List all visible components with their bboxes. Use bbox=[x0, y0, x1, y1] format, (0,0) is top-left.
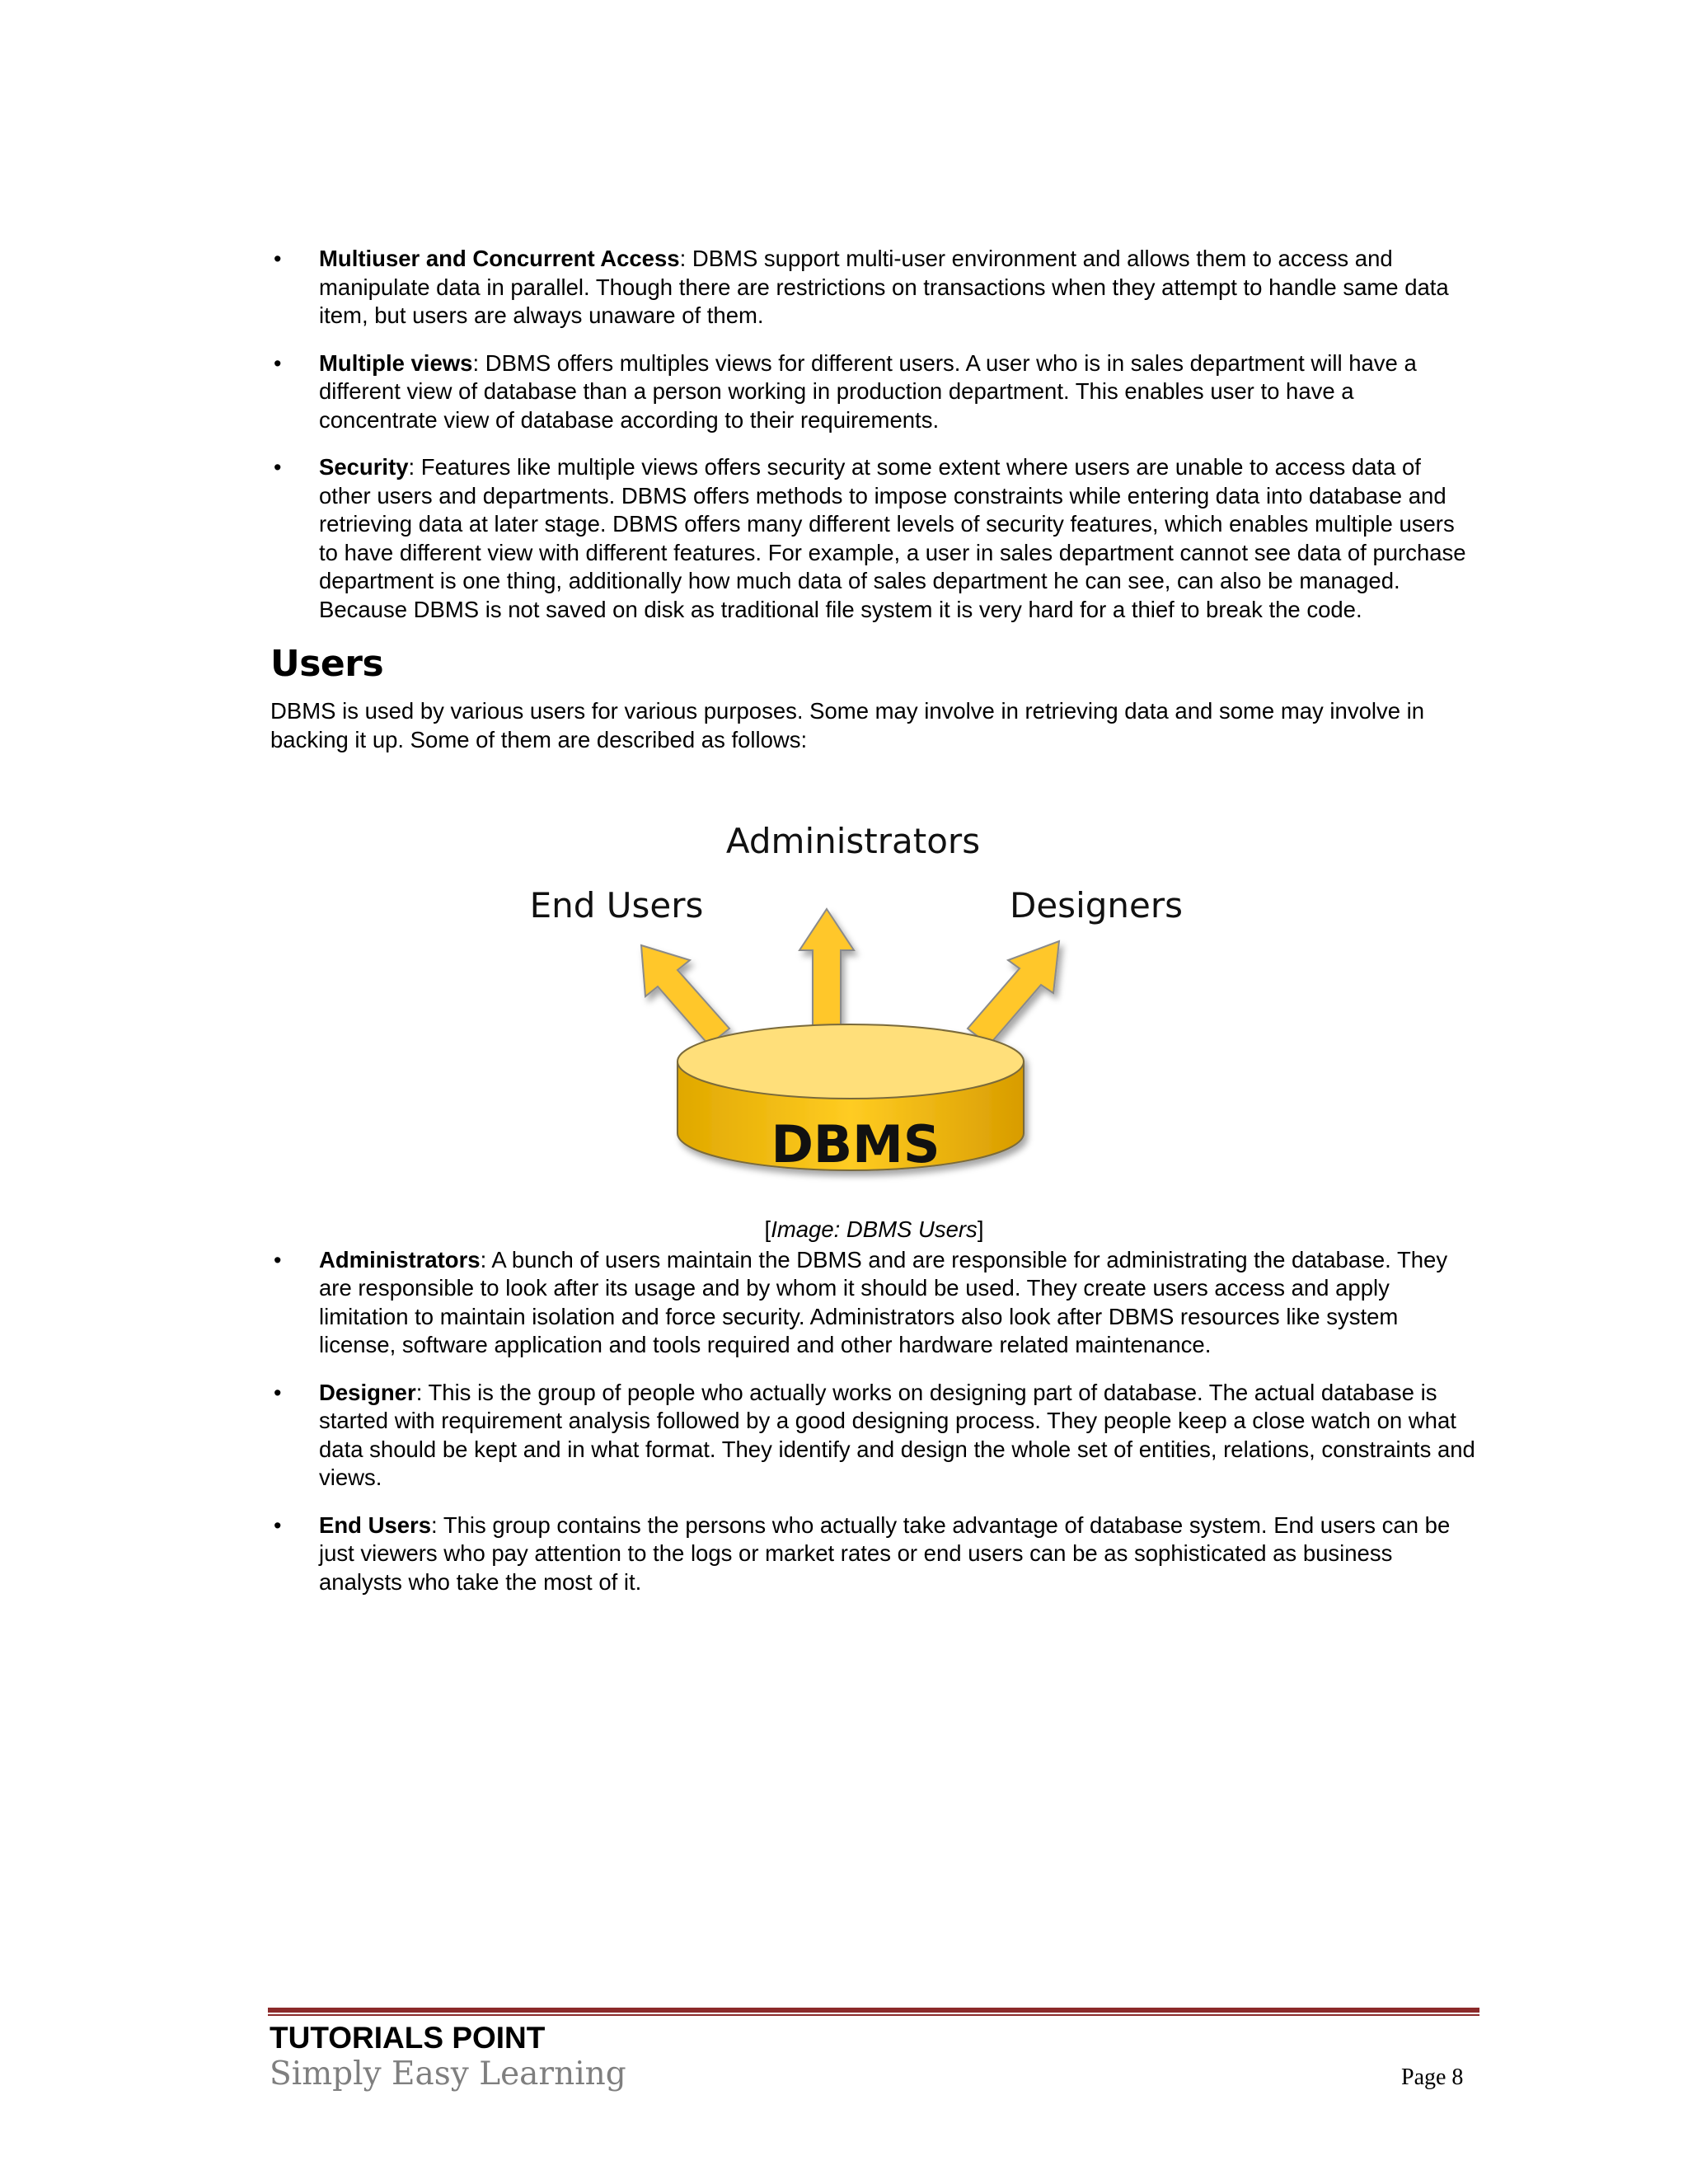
bullet-icon: • bbox=[274, 1247, 282, 1272]
bullet-term: Administrators bbox=[319, 1246, 481, 1272]
bullet-text: : This is the group of people who actually works on designing part of database. The actual database is started with requirement analysis followed by a good designing process. They people keep a close watch on what data should be kept and in what format. They identify and design the whole set of entities, relations, constraints and views. bbox=[319, 1379, 1475, 1490]
bullet-icon: • bbox=[274, 350, 282, 376]
page-number: Page 8 bbox=[1401, 2064, 1464, 2090]
bullet-text: : This group contains the persons who actually take advantage of database system. End users can be just viewers who pay attention to the logs or market rates or end users can be as sophisticated as business analysts who take the most of it. bbox=[319, 1511, 1451, 1595]
list-item bbox=[270, 1246, 1478, 1360]
list-item bbox=[270, 1511, 1478, 1597]
bullet-text: : DBMS support multi-user environment and allows them to access and manipulate data in parallel. Though there are restrictions on transactions when they attempt to handle same data item, but users are always unaware of them. bbox=[319, 246, 1449, 328]
label-end-users: End Users bbox=[529, 885, 704, 926]
caption-text: Image: DBMS Users bbox=[771, 1216, 978, 1242]
footer-divider bbox=[268, 2008, 1479, 2013]
dbms-users-diagram bbox=[270, 787, 1478, 1216]
caption-bracket-close: ] bbox=[977, 1216, 984, 1242]
bullet-icon: • bbox=[274, 455, 282, 480]
intro-paragraph: DBMS is used by various users for various purposes. Some may involve in retrieving data and some may involve in backing it up. Some of them are described as follows: bbox=[270, 698, 1425, 752]
arrow-left-icon bbox=[641, 945, 729, 1045]
footer-title: TUTORIALS POINT bbox=[270, 2021, 546, 2055]
figure-caption bbox=[270, 1216, 1478, 1244]
label-administrators: Administrators bbox=[725, 821, 981, 861]
arrow-up-icon bbox=[799, 909, 854, 1030]
bullet-term: Designer bbox=[319, 1379, 416, 1405]
label-designers: Designers bbox=[1010, 885, 1183, 926]
label-dbms: DBMS bbox=[771, 1114, 940, 1174]
bullet-text: : A bunch of users maintain the DBMS and are responsible for administrating the database. They are responsible to look after its usage and by whom it should be used. They create users access and apply limitation to maintain isolation and force security. Administrators also look after DBMS resources like system license, software application and tools required and other hardware related maintenance. bbox=[319, 1246, 1448, 1357]
arrow-right-icon bbox=[968, 941, 1059, 1045]
list-item bbox=[270, 349, 1478, 435]
bullet-icon: • bbox=[274, 1380, 282, 1405]
bullet-term: End Users bbox=[319, 1511, 432, 1538]
bullet-text: : DBMS offers multiples views for different users. A user who is in sales department will have a different view of database than a person working in production department. This enables user to have a concentrate view of database according to their requirements. bbox=[319, 349, 1417, 433]
bottom-bullet-list bbox=[270, 1246, 1478, 1597]
bullet-term: Security bbox=[319, 454, 409, 480]
list-item bbox=[270, 1379, 1478, 1493]
footer-subtitle: Simply Easy Learning bbox=[270, 2055, 626, 2093]
bullet-term: Multiple views bbox=[319, 349, 473, 376]
footer-divider-thin bbox=[268, 2014, 1479, 2016]
list-item bbox=[270, 245, 1478, 330]
section-heading: Users bbox=[270, 643, 384, 685]
dbms-users-figure bbox=[270, 787, 1478, 1216]
bullet-icon: • bbox=[274, 246, 282, 271]
bullet-term: Multiuser and Concurrent Access bbox=[319, 246, 680, 271]
page-content bbox=[270, 245, 1478, 1596]
caption-bracket-open: [ bbox=[764, 1216, 771, 1242]
top-bullet-list bbox=[270, 245, 1478, 624]
list-item bbox=[270, 453, 1478, 624]
bullet-icon: • bbox=[274, 1512, 282, 1538]
bullet-text: : Features like multiple views offers security at some extent where users are unable to access data of other users and departments. DBMS offers methods to impose constraints while entering data into database and retrieving data at later stage. DBMS offers many different levels of security features, which enables multiple users to have different view with different features. For example, a user in sales department cannot see data of purchase department is one thing, additionally how much data of sales department he can see, can also be managed. Because DBMS is not saved on disk as traditional file system it is very hard for a thief to break the code. bbox=[319, 454, 1466, 622]
